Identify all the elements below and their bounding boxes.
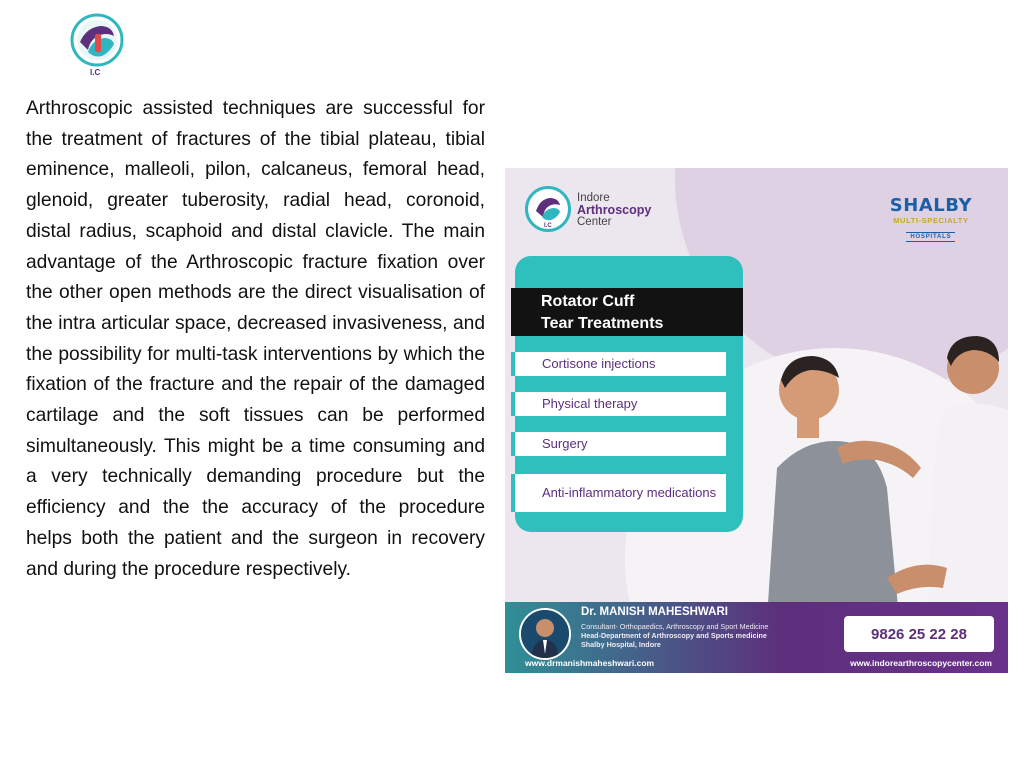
patient-doctor-photo xyxy=(737,318,1008,618)
doctor-portrait-icon xyxy=(521,610,569,658)
heading-line: Rotator Cuff xyxy=(541,293,635,310)
promo-banner xyxy=(505,168,1008,673)
doctor-avatar xyxy=(519,608,571,660)
doctor-website-url: www.drmanishmaheshwari.com xyxy=(525,658,655,668)
treatment-option: Physical therapy xyxy=(511,392,726,416)
treatment-option: Anti-inflammatory medications xyxy=(511,474,726,512)
bone-joint-logo-icon xyxy=(528,189,568,229)
center-logo xyxy=(525,186,571,232)
phone-number: 9826 25 22 28 xyxy=(844,616,994,652)
treatment-option: Cortisone injections xyxy=(511,352,726,376)
center-logo-caption: I.C xyxy=(544,223,552,229)
center-name-line: Center xyxy=(577,216,612,228)
center-website-url: www.indorearthroscopycenter.com xyxy=(850,658,992,668)
hospital-name: SHALBY xyxy=(889,195,972,216)
doctor-title-line: Shalby Hospital, Indore xyxy=(581,640,661,649)
treatments-heading xyxy=(511,288,743,336)
doctor-title-line: Consultant- Orthopaedics, Arthroscopy and Sport Medicine xyxy=(581,622,769,631)
heading-line: Tear Treatments xyxy=(541,315,664,332)
hospital-subtitle: MULTI-SPECIALTY xyxy=(893,216,969,225)
treatment-option: Surgery xyxy=(511,432,726,456)
hospital-logo xyxy=(890,196,972,243)
center-name-line: Indore xyxy=(577,192,610,204)
hospital-subtitle: HOSPITALS xyxy=(906,232,955,242)
clinic-logo xyxy=(66,12,128,78)
center-name xyxy=(577,192,651,228)
bone-joint-logo-icon xyxy=(66,12,128,78)
logo-caption: I.C xyxy=(90,68,101,77)
doctor-title-line: Head-Department of Arthroscopy and Sports medicine xyxy=(581,631,767,640)
doctor-name: Dr. MANISH MAHESHWARI xyxy=(581,606,728,618)
patient-doctor-illustration xyxy=(737,318,1008,618)
article-text: Arthroscopic assisted techniques are successful for the treatment of fractures of the tibial plateau, tibial eminence, malleoli, pilon, calcaneus, femoral head, glenoid, greater tuberosity, radial head, coronoid, distal radius, scaphoid and distal clavicle. The main advantage of the Arthroscopic fracture fixation over the other open methods are the direct visualisation of the intra articular space, decreased invasiveness, and the possibility for multi-task interventions by which the fixation of the fracture and the repair of the damaged cartilage and the soft tissues can be performed simultaneously. This might be a time consuming and a very technically demanding procedure but the efficiency and the the accuracy of the procedure helps both the patient and the surgeon in recovery and during the procedure respectively. xyxy=(26,98,485,580)
center-name-line: Arthroscopy xyxy=(577,203,652,217)
